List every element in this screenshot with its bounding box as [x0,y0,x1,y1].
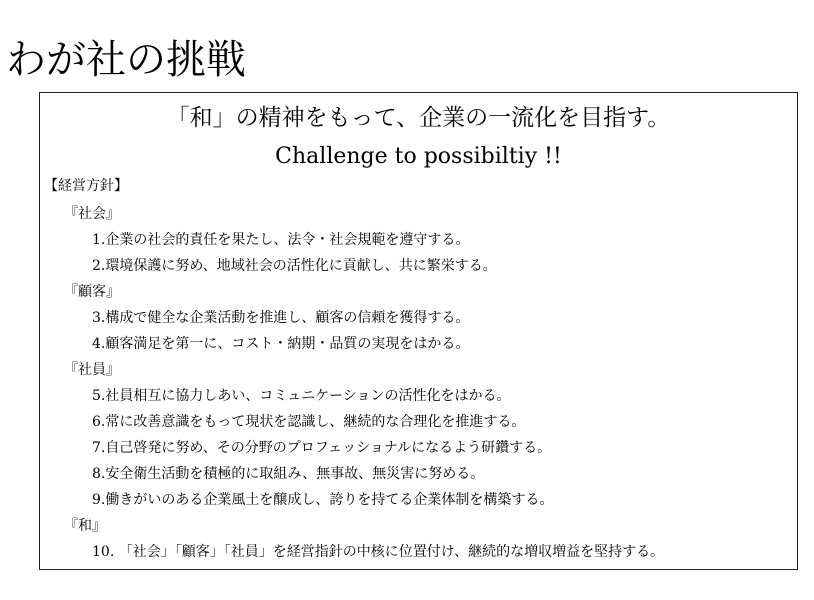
policy-item: 5.社員相互に協力しあい、コミュニケーションの活性化をはかる。 [92,388,511,404]
policy-item: 6.常に改善意識をもって現状を認識し、継続的な合理化を推進する。 [92,414,526,430]
category-label-harmony: 『和』 [64,518,106,534]
motto: 「和」の精神をもって、企業の一流化を目指す。 [166,105,671,131]
category-label-customer: 『顧客』 [64,284,120,300]
policy-heading: 【経営方針】 [44,178,128,194]
category-label-employees: 『社員』 [64,362,120,378]
policy-item: 2.環境保護に努め、地域社会の活性化に貢献し、共に繁栄する。 [92,258,497,274]
policy-frame [39,92,798,570]
policy-item: 8.安全衛生活動を積極的に取組み、無事故、無災害に努める。 [92,466,485,482]
category-label-society: 『社会』 [64,206,120,222]
policy-item: 4.顧客満足を第一に、コスト・納期・品質の実現をはかる。 [92,336,470,352]
policy-item: 1.企業の社会的責任を果たし、法令・社会規範を遵守する。 [92,232,470,248]
policy-item: 10. 「社会」「顧客」「社員」を経営指針の中核に位置付け、継続的な増収増益を堅持する。 [92,544,665,560]
page-title: わが社の挑戦 [6,37,246,83]
slogan: Challenge to possibiltiy !! [275,144,562,169]
policy-item: 3.構成で健全な企業活動を推進し、顧客の信頼を獲得する。 [92,310,470,326]
policy-item: 7.自己啓発に努め、その分野のプロフェッショナルになるよう研鑽する。 [92,440,552,456]
policy-sections [40,201,797,565]
policy-item: 9.働きがいのある企業風土を醸成し、誇りを持てる企業体制を構築する。 [92,492,554,508]
